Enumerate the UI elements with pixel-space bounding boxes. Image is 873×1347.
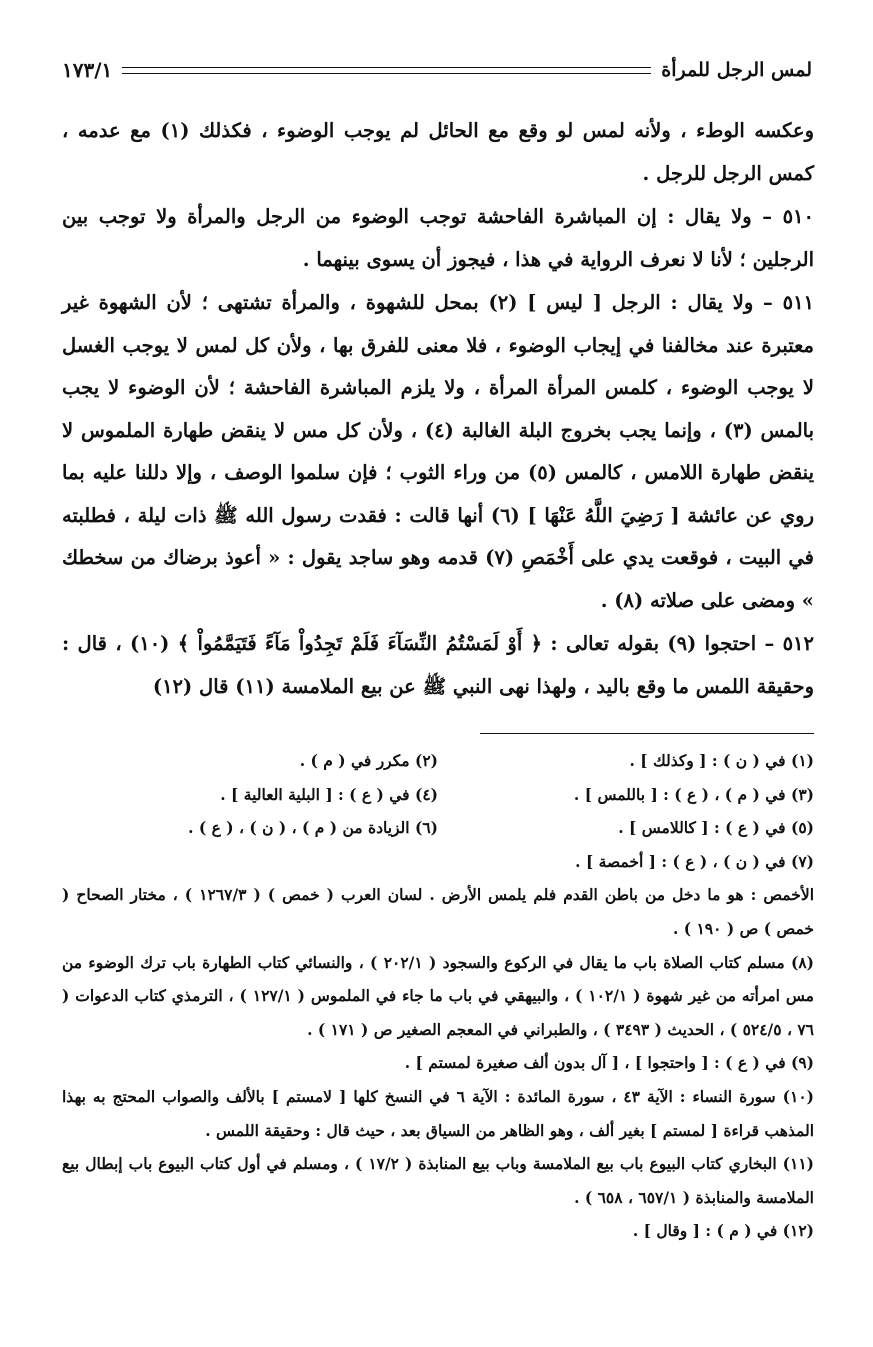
footnote-7-gloss: الأخمص : هو ما دخل من باطن القدم فلم يلمس الأرض . لسان العرب ( خمص ) ( ١٢٦٧/٣ ) ، مختار الصحاح ( خمص ) ص ( ١٩٠ ) . — [62, 885, 814, 938]
header-rule — [122, 67, 651, 74]
footnote-11: (١١) البخاري كتاب البيوع باب بيع الملامسة وباب بيع المنابذة ( ١٧/٢ ) ، ومسلم في أول كتاب البيوع باب إبطال بيع الملامسة والمنابذة ( ٦٥٧/١ ، ٦٥٨ ) . — [62, 1154, 814, 1207]
footnote-6: (٦) الزيادة من ( م ) ، ( ن ) ، ( ع ) . — [188, 818, 438, 838]
footnotes — [62, 744, 814, 1248]
footnote-row — [62, 744, 814, 778]
footnote-separator — [480, 733, 814, 734]
running-header — [62, 52, 812, 88]
footnote-12: (١٢) في ( م ) : [ وقال ] . — [632, 1221, 814, 1241]
footnote-row — [62, 778, 814, 812]
footnote-9: (٩) في ( ع ) : [ واحتجوا ] ، [ آل بدون ألف صغيرة لمستم ] . — [404, 1053, 814, 1073]
footnote-8: (٨) مسلم كتاب الصلاة باب ما يقال في الركوع والسجود ( ٢٠٢/١ ) ، والنسائي كتاب الطهارة باب ترك الوضوء من مس امرأته من غير شهوة ( ١٠٢/١ ) ، والبيهقي في باب ما جاء في الملموس ( ١٢٧/١ ) ، الترمذي كتاب الدعوات ( ٧٦ ، ٥٢٤/٥ ) ، الحديث ( ٣٤٩٣ ) ، والطبراني في المعجم الصغير ص ( ١٧١ ) . — [62, 952, 814, 1039]
paragraph-511: ٥١١ – ولا يقال : الرجل [ ليس ] (٢) بمحل للشهوة ، والمرأة تشتهى ؛ لأن الشهوة غير معتبرة عند مخالفنا في إيجاب الوضوء ، فلا معنى للفرق بها ، ولأن كل لمس لا يوجب الغسل لا يوجب الوضوء ، كلمس المرأة المرأة ، ولا يلزم المباشرة الفاحشة ؛ لأن الوضوء لا يجب بالمس (٣) ، وإنما يجب بخروج البلة الغالبة (٤) ، ولأن كل مس لا ينقض طهارة الملموس لا ينقض طهارة اللامس ، كالمس (٥) من وراء الثوب ؛ فإن سلموا الوصف ، وإلا دللنا عليه بما روي عن عائشة [ رَضِيَ اللَّهُ عَنْهَا ] (٦) أنها قالت : فقدت رسول الله ﷺ ذات ليلة ، فطلبته في البيت ، فوقعت يدي على أَخْمَصِ (٧) قدمه وهو ساجد يقول : « أعوذ برضاك من سخطك » ومضى على صلاته (٨) . — [62, 291, 815, 612]
main-text — [62, 110, 814, 709]
paragraph-510: ٥١٠ – ولا يقال : إن المباشرة الفاحشة توجب الوضوء من الرجل والمرأة ولا توجب بين الرجلين ؛ لأنا لا نعرف الرواية في هذا ، فيجوز أن يسوى بينهما . — [62, 205, 814, 271]
footnote-5: (٥) في ( ع ) : [ كاللامس ] . — [618, 818, 814, 838]
page-number: ١٧٣/١ — [62, 58, 113, 82]
paragraph-continuation: وعكسه الوطء ، ولأنه لمس لو وقع مع الحائل لم يوجب الوضوء ، فكذلك (١) مع عدمه ، كمس الرجل للرجل . — [62, 119, 814, 185]
footnote-4: (٤) في ( ع ) : [ البلية العالية ] . — [220, 784, 438, 804]
footnote-1: (١) في ( ن ) : [ وكذلك ] . — [629, 751, 814, 770]
footnote-row — [62, 811, 814, 845]
paragraph-512: ٥١٢ – احتجوا (٩) بقوله تعالى : ﴿ أَوْ لَمَسْتُمُ النِّسَآءَ فَلَمْ تَجِدُواْ مَآءً فَتَيَمَّمُواْ ﴾ (١٠) ، قال : وحقيقة اللمس ما وقع باليد ، ولهذا نهى النبي ﷺ عن بيع الملامسة (١١) قال (١٢) — [62, 632, 814, 698]
footnote-3: (٣) في ( م ) ، ( ع ) : [ باللمس ] . — [573, 784, 814, 804]
footnote-7: (٧) في ( ن ) ، ( ع ) : [ أخمصة ] . — [575, 851, 814, 871]
footnote-2: (٢) مكرر في ( م ) . — [299, 751, 438, 770]
footnote-10: (١٠) سورة النساء : الآية ٤٣ ، سورة المائدة : الآية ٦ في النسخ كلها [ لامستم ] بالألف والصواب المحتج به بهذا المذهب قراءة [ لمستم ] بغير ألف ، وهو الظاهر من السياق بعد ، حيث قال : وحقيقة اللمس . — [62, 1086, 815, 1140]
header-title: لمس الرجل للمرأة — [661, 59, 812, 81]
